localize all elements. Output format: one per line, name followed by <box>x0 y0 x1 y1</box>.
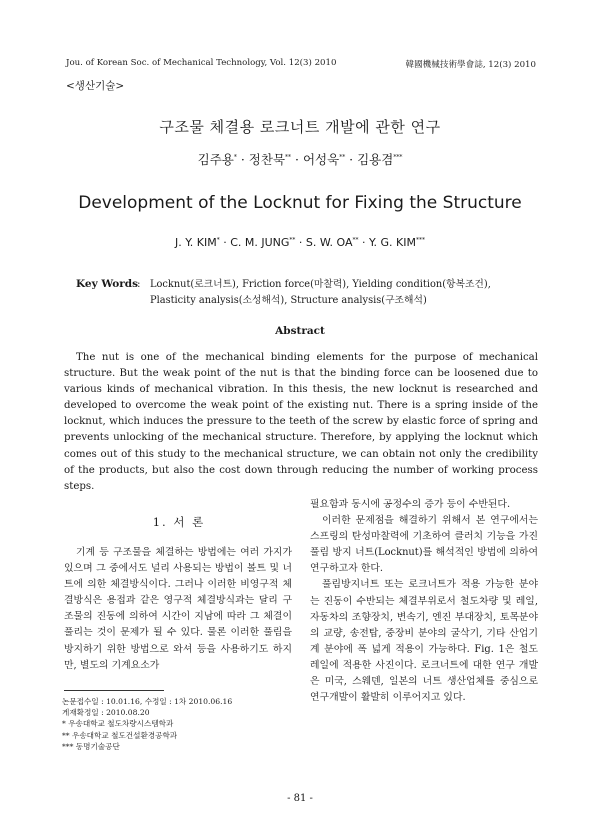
affiliation-mark: ** <box>285 153 292 161</box>
affiliation-mark: ** <box>289 236 296 244</box>
keywords-label: Key Words <box>76 278 139 290</box>
paper-title-korean: 구조물 체결용 로크너트 개발에 관한 연구 <box>159 118 441 136</box>
abstract-body: The nut is one of the mechanical binding elements for the purpose of mechanical structure. But the weak point of the nut is that the binding force can be loosened due to various kinds of mechanical vibration. In this thesis, the new locknut is researched and developed to overcome the weak point of the existing nut. There is a spring inside of the locknut, which induces the pressure to the teeth of the screw by elastic force of spring and prevents unlocking of the mechanical structure. Therefore, by applying the locknut which comes out of this study to the mechanical structure, we can obtain not only the credibility of the products, but also the cost down through reducing the number of working process steps. <box>64 352 538 492</box>
author-name: 김용겸 <box>357 152 394 167</box>
footnote-received: 논문접수일 : 10.01.16, 수정일 : 1차 2010.06.16 <box>62 697 233 706</box>
running-header-left: Jou. of Korean Soc. of Mechanical Technology, Vol. 12(3) 2010 <box>66 58 337 68</box>
author-name: 어성욱 <box>302 152 340 167</box>
affiliation-mark: ** <box>352 236 359 244</box>
footnote-divider <box>64 690 164 691</box>
authors-english: J. Y. KIM* · C. M. JUNG** · S. W. OA** · Y. G. KIM*** <box>175 236 425 249</box>
page-number: - 81 - <box>287 793 313 804</box>
section-heading-introduction: 1. 서 론 <box>152 515 206 529</box>
author-name: J. Y. KIM <box>175 236 217 249</box>
body-column-left <box>64 545 292 674</box>
keywords-colon: : <box>137 278 141 290</box>
author-name: Y. G. KIM <box>369 236 416 249</box>
affiliation-mark: * <box>216 236 220 244</box>
authors-korean: 김주용* · 정찬묵** · 어성욱** · 김용겸*** <box>197 152 403 167</box>
footnote-accepted: 게재확정일 : 2010.08.20 <box>62 708 150 718</box>
body-paragraph: 풀림방지너트 또는 로크너트가 적용 가능한 분야는 진동이 수반되는 체결부위로서 철도차량 및 레일, 자동차의 조향장치, 변속기, 엔진 부대장치, 토목분야의 교량, 송전탑, 중장비 분야의 굴삭기, 기타 산업기계 분야에 폭 넓게 적용이 가능하다. Fig. 1은 철도 레일에 적용한 사진이다. 로크너트에 대한 연구 개발은 미국, 스웨덴, 일본의 너트 생산업체를 중심으로 연구개발이 활발히 이루어지고 있다. <box>310 579 538 704</box>
section-tag: <생산기술> <box>66 80 125 92</box>
affiliation-mark: *** <box>393 153 403 161</box>
body-paragraph: 기계 등 구조물을 체결하는 방법에는 여러 가지가 있으며 그 중에서도 널리 사용되는 방법이 볼트 및 너트에 의한 체결방식이다. 그러나 이러한 비영구적 체결방식은 용접과 같은 영구적 체결방식과는 달리 구조물의 진동에 의하여 시간이 지남에 따라 그 체결이 풀리는 것이 문제가 될 수 있다. 물론 이러한 풀림을 방지하기 위한 방법으로 와셔 등을 사용하기도 하지만, 별도의 기계요소가 <box>64 547 292 671</box>
affiliation-mark: *** <box>415 236 425 244</box>
body-paragraph: 이러한 문제점을 해결하기 위해서 본 연구에서는 스프링의 탄성마찰력에 기초하여 클러치 기능을 가진 풀림 방지 너트(Locknut)를 해석적인 방법에 의하여 연구하고자 한다. <box>310 515 538 575</box>
body-column-right <box>310 497 538 706</box>
footnotes <box>62 696 232 752</box>
author-name: 김주용 <box>197 152 234 167</box>
body-paragraph: 필요함과 동시에 공정수의 증가 등이 수반된다. <box>310 499 511 510</box>
paper-title-english: Development of the Locknut for Fixing the Structure <box>78 193 522 213</box>
footnote-affiliation: *** 동명기술공단 <box>62 741 120 751</box>
affiliation-mark: * <box>233 153 237 161</box>
keywords-list: Locknut(로크너트), Friction force(마찰력), Yielding condition(항복조건), Plasticity analysis(소성해석), Structure analysis(구조해석) <box>150 279 491 306</box>
author-name: 정찬묵 <box>248 152 286 167</box>
running-header-right: 韓國機械技術學會誌, 12(3) 2010 <box>405 60 536 70</box>
footnote-affiliation: ** 우송대학교 철도건설환경공학과 <box>62 730 178 740</box>
author-name: S. W. OA <box>305 236 353 249</box>
affiliation-mark: ** <box>339 153 346 161</box>
footnote-affiliation: * 우송대학교 철도차량시스템학과 <box>62 719 174 729</box>
abstract-heading: Abstract <box>275 325 325 337</box>
author-name: C. M. JUNG <box>230 236 290 249</box>
